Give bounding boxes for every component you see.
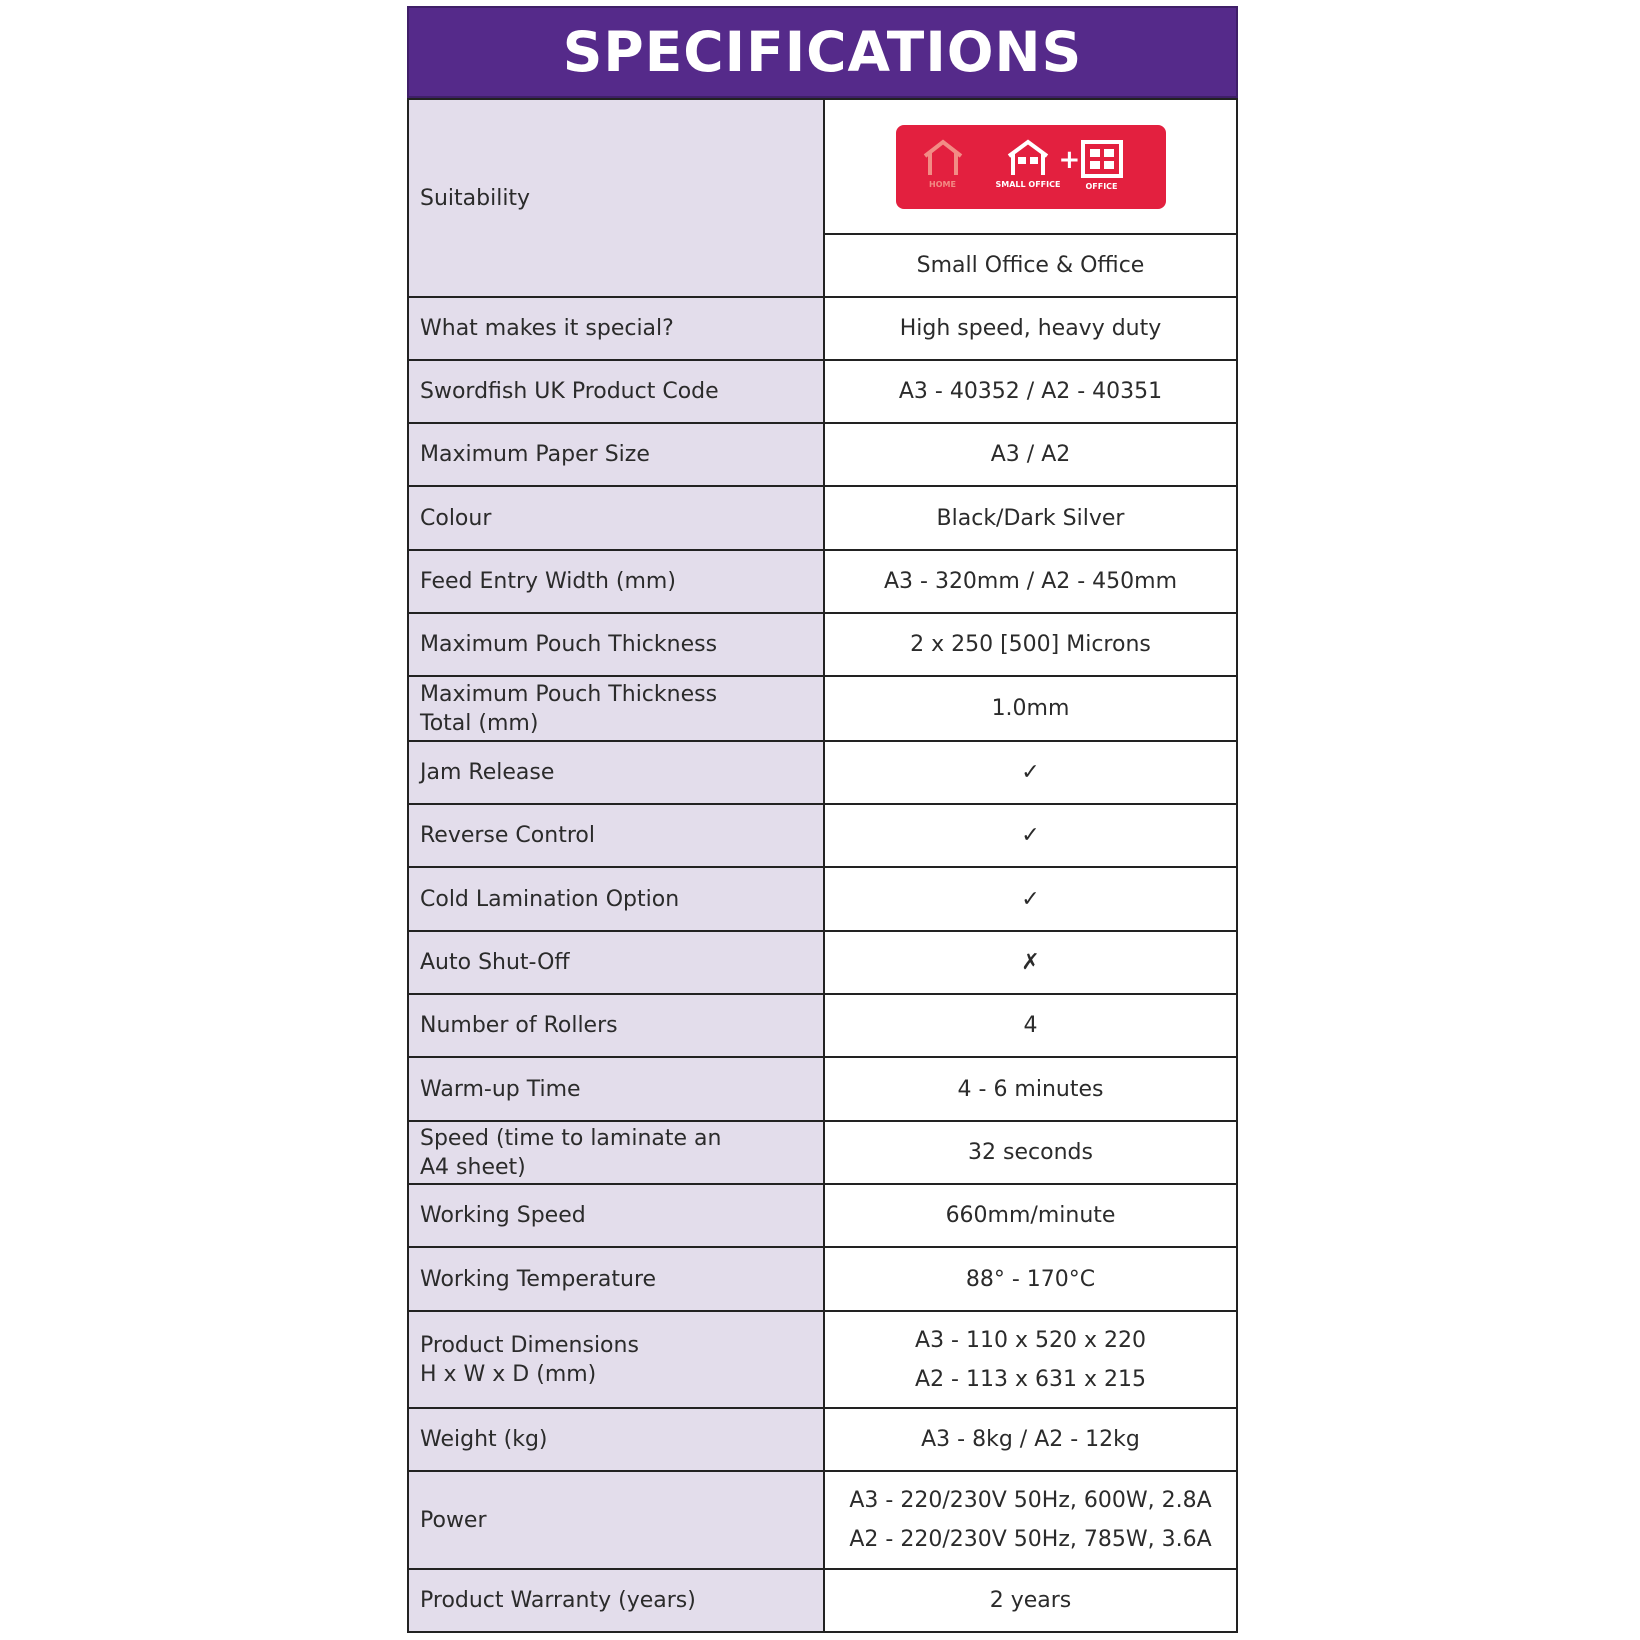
office-badge-item <box>1079 139 1125 192</box>
row-value-line: 2 years <box>989 1588 1072 1613</box>
row-value-line: 1.0mm <box>991 696 1070 721</box>
row-value-line: A3 - 110 x 520 x 220 <box>915 1327 1146 1353</box>
table-row <box>408 1471 1237 1569</box>
row-label: Warm-up Time <box>408 1057 824 1121</box>
row-label-line: Product Dimensions <box>420 1332 639 1358</box>
row-label-line: Speed (time to laminate an <box>420 1125 722 1151</box>
row-value <box>824 550 1237 613</box>
row-label-line: H x W x D (mm) <box>420 1361 597 1387</box>
row-label <box>408 1121 824 1184</box>
row-value-line: A3 - 40352 / A2 - 40351 <box>898 379 1163 404</box>
suitability-badge <box>896 125 1166 209</box>
spec-sheet <box>407 6 1238 1633</box>
row-label: Swordfish UK Product Code <box>408 360 824 423</box>
row-value-line: A3 / A2 <box>990 442 1071 467</box>
table-row <box>408 1121 1237 1184</box>
table-row <box>408 1569 1237 1632</box>
row-label: Maximum Pouch Thickness <box>408 613 824 676</box>
row-value: Small Office & Office <box>824 234 1237 297</box>
row-value-line: 4 - 6 minutes <box>957 1076 1104 1102</box>
row-value <box>824 486 1237 550</box>
row-label <box>408 676 824 741</box>
row-value <box>824 1408 1237 1471</box>
row-label: Auto Shut-Off <box>408 931 824 994</box>
row-value <box>824 1247 1237 1311</box>
row-value <box>824 994 1237 1057</box>
row-value <box>824 1184 1237 1247</box>
spec-title: SPECIFICATIONS <box>407 6 1238 98</box>
row-label: What makes it special? <box>408 297 824 360</box>
table-row <box>408 297 1237 360</box>
row-label: Maximum Paper Size <box>408 423 824 486</box>
row-value-line: A2 - 113 x 631 x 215 <box>915 1366 1146 1392</box>
row-label: Power <box>408 1471 824 1569</box>
row-value-line: 2 x 250 [500] Microns <box>910 632 1151 657</box>
home-icon <box>922 139 964 177</box>
row-value <box>824 360 1237 423</box>
row-label: Jam Release <box>408 741 824 804</box>
table-row <box>408 1311 1237 1408</box>
table-row <box>408 867 1237 931</box>
table-row <box>408 741 1237 804</box>
row-value <box>824 741 1237 804</box>
row-value <box>824 804 1237 867</box>
home-badge-item <box>922 139 964 190</box>
row-value-line: A3 - 320mm / A2 - 450mm <box>883 569 1178 594</box>
row-value-line: 32 seconds <box>968 1140 1093 1165</box>
small-office-icon <box>1006 139 1050 177</box>
table-row <box>408 486 1237 550</box>
table-row <box>408 423 1237 486</box>
row-label: Feed Entry Width (mm) <box>408 550 824 613</box>
table-row <box>408 1247 1237 1311</box>
table-row <box>408 804 1237 867</box>
row-label: Number of Rollers <box>408 994 824 1057</box>
table-row-suitability <box>408 99 1237 234</box>
row-value-line: 4 <box>1023 1013 1038 1038</box>
row-label: Working Temperature <box>408 1247 824 1311</box>
row-label: Cold Lamination Option <box>408 867 824 931</box>
row-value-line: 660mm/minute <box>945 1203 1116 1228</box>
row-value <box>824 1569 1237 1632</box>
office-caption: OFFICE <box>1085 181 1118 191</box>
row-value-line: High speed, heavy duty <box>899 316 1162 341</box>
row-value <box>824 613 1237 676</box>
row-value-line: ✓ <box>1021 886 1040 912</box>
row-value <box>824 1121 1237 1184</box>
row-value <box>824 867 1237 931</box>
row-label: Working Speed <box>408 1184 824 1247</box>
row-label-line: Maximum Pouch Thickness <box>420 681 718 707</box>
row-value-line: A3 - 8kg / A2 - 12kg <box>921 1427 1140 1452</box>
row-label: Product Warranty (years) <box>408 1569 824 1632</box>
table-row <box>408 550 1237 613</box>
row-value-line: ✓ <box>1021 823 1040 848</box>
row-value-line: ✓ <box>1021 760 1040 785</box>
row-value <box>824 1311 1237 1408</box>
small-office-badge-item <box>996 139 1061 190</box>
suitability-badge-cell <box>824 99 1237 234</box>
row-value <box>824 297 1237 360</box>
row-value <box>824 1057 1237 1121</box>
row-value-line: 88° - 170°C <box>965 1266 1096 1292</box>
home-caption: HOME <box>929 179 956 189</box>
row-value-line: ✗ <box>1021 950 1040 975</box>
row-value-line: Black/Dark Silver <box>936 505 1125 531</box>
table-row <box>408 613 1237 676</box>
table-row <box>408 1408 1237 1471</box>
row-label: Reverse Control <box>408 804 824 867</box>
row-label-line: A4 sheet) <box>420 1154 526 1180</box>
row-label <box>408 1311 824 1408</box>
row-value-line: A2 - 220/230V 50Hz, 785W, 3.6A <box>849 1527 1212 1552</box>
table-row <box>408 1057 1237 1121</box>
office-icon <box>1079 139 1125 179</box>
spec-table <box>407 98 1238 1633</box>
row-label-line: Total (mm) <box>420 710 539 736</box>
plus-sign: + <box>1058 144 1081 175</box>
table-row <box>408 360 1237 423</box>
row-label: Suitability <box>408 99 824 297</box>
row-value <box>824 423 1237 486</box>
small-office-caption: SMALL OFFICE <box>995 179 1061 189</box>
row-value <box>824 1471 1237 1569</box>
row-label: Weight (kg) <box>408 1408 824 1471</box>
table-row <box>408 676 1237 741</box>
row-value <box>824 931 1237 994</box>
row-value-line: A3 - 220/230V 50Hz, 600W, 2.8A <box>849 1488 1212 1513</box>
table-row <box>408 994 1237 1057</box>
table-row <box>408 1184 1237 1247</box>
row-value <box>824 676 1237 741</box>
row-label: Colour <box>408 486 824 550</box>
table-row <box>408 931 1237 994</box>
